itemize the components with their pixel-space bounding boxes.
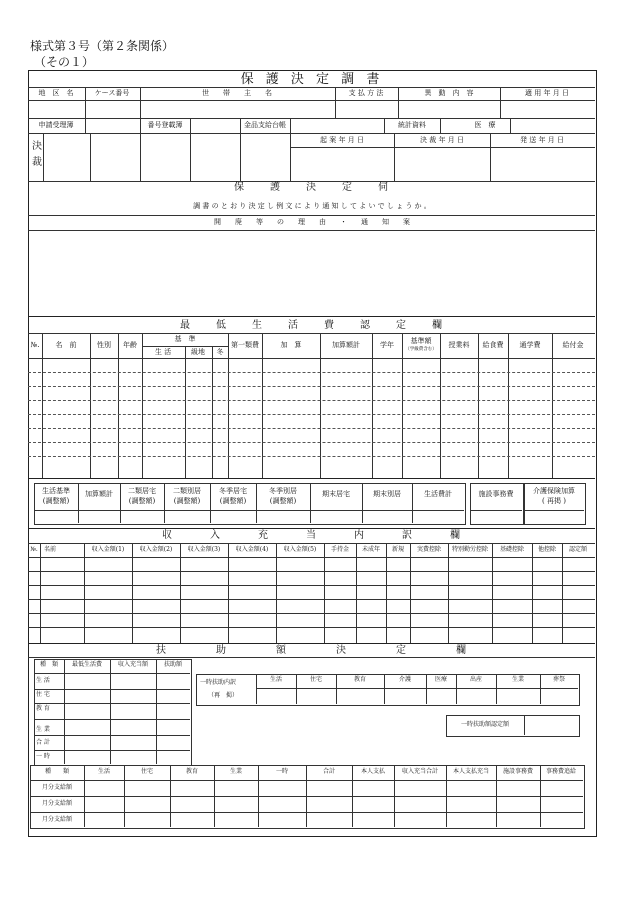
- col-kyushoku: 給食費: [482, 341, 504, 349]
- form-number: 様式第３号（第２条関係）: [30, 39, 175, 53]
- monthly-col-honnin: 本人支払: [360, 768, 386, 775]
- subtotal-nirui-bekkyo: 二類別居 (調整額): [173, 487, 201, 505]
- col-kijun: 基 準: [174, 335, 196, 343]
- col-name: 名 前: [55, 341, 77, 349]
- ichiji-col-sosai: 葬祭: [552, 676, 566, 683]
- col-kasan: 加 算: [280, 341, 302, 349]
- fujo-row-gokei: 合 計: [36, 739, 50, 746]
- income-col-name: 名前: [44, 546, 57, 553]
- subtotal-seikatsuhi-kei: 生活費計: [424, 490, 452, 498]
- form-title: 保 護 決 定 調 書: [240, 72, 384, 87]
- ichiji-col-iryo: 医療: [434, 676, 448, 683]
- header-payment-method: 支 払 方 法: [348, 89, 384, 97]
- monthly-col-shisetsu: 施設事務費: [502, 768, 534, 775]
- income-col-nintei: 認定額: [568, 546, 588, 553]
- ichiji-col-seikatsu: 生活: [269, 676, 283, 683]
- kettei-text: 調 書 の と お り 決 定 し 例 文 に よ り 通 知 し て よ い で し ょ う か 。: [193, 202, 431, 210]
- subtotal-kimatsu-kyotaku: 期末居宅: [322, 490, 350, 498]
- monthly-row-3: 月分支給額: [41, 816, 73, 823]
- monthly-col-jutaku: 住宅: [140, 768, 154, 775]
- ichiji-col-seigyo: 生業: [511, 676, 525, 683]
- col-no: №.: [30, 341, 40, 349]
- subtotal-toki-kyotaku: 冬季居宅 (調整額): [219, 487, 247, 505]
- fujo-col-income: 収入充当額: [117, 661, 149, 668]
- fujo-row-kyoiku: 教 育: [36, 705, 50, 712]
- header-case-number: ケース番号: [94, 89, 130, 97]
- income-col-temochi: 手持金: [330, 546, 350, 553]
- kettei-title: 保 護 決 定 伺: [234, 182, 390, 193]
- header-apply-date: 適 用 年 月 日: [525, 89, 569, 97]
- min-cost-title: 最 低 生 活 費 認 定 欄: [180, 320, 444, 331]
- monthly-col-honnin-juto: 本人支払充当: [452, 768, 490, 775]
- header-district: 地 区 名: [38, 89, 74, 97]
- label-medical: 医 療: [474, 121, 496, 129]
- income-title: 収 入 充 当 内 訳 欄: [162, 530, 462, 541]
- fujo-row-seikatsu: 生 活: [36, 677, 50, 684]
- income-col-3: 収入金額(3): [187, 546, 221, 553]
- subtotal-toki-bekkyo: 冬季別居 (調整額): [269, 487, 297, 505]
- income-col-1: 収入金額(1): [91, 546, 125, 553]
- header-approval-date: 決 裁 年 月 日: [420, 136, 464, 144]
- income-col-5: 収入金額(5): [283, 546, 317, 553]
- income-col-tokubetsu: 特別勤労控除: [451, 546, 489, 553]
- monthly-col-juto-gokei: 収入充当合計: [401, 768, 439, 775]
- label-decision-2: 裁: [32, 157, 42, 168]
- fujo-col-min: 最低生活費: [71, 661, 103, 668]
- label-statistics: 統計資料: [398, 121, 426, 129]
- ichiji-col-shussan: 出産: [469, 676, 483, 683]
- income-col-no: №.: [30, 546, 38, 553]
- col-sex: 性別: [97, 341, 111, 349]
- col-kijungaku-sub: （学級費含む）: [405, 347, 437, 352]
- fujo-col-amount: 扶助額: [163, 661, 183, 668]
- ichiji-col-jutaku: 住宅: [309, 676, 323, 683]
- income-col-miseinen: 未成年: [361, 546, 381, 553]
- income-col-ta: 他控除: [537, 546, 557, 553]
- label-application-register: 申請受理簿: [38, 121, 74, 129]
- subtotal-seikatsu-kijun: 生活基準 (調整額): [42, 487, 70, 505]
- monthly-col-seigyo: 生業: [229, 768, 243, 775]
- monthly-col-kind: 種 類: [44, 768, 70, 775]
- col-kyuchi: 級地: [191, 348, 205, 356]
- label-payment-ledger: 金品支給台帳: [244, 121, 286, 129]
- header-householder: 世 帯 主 名: [202, 89, 272, 97]
- ichiji-sub: （再 掲）: [208, 692, 239, 699]
- label-number-register: 番号登載簿: [147, 121, 183, 129]
- ichiji-col-kyoiku: 教育: [353, 676, 367, 683]
- monthly-table: [30, 765, 585, 829]
- fujo-col-kind: 種 類: [39, 661, 59, 668]
- subtotal-kimatsu-bekkyo: 期末別居: [373, 490, 401, 498]
- col-age: 年齢: [123, 341, 137, 349]
- monthly-col-seikatsu: 生活: [97, 768, 111, 775]
- monthly-col-kyoiku: 教育: [185, 768, 199, 775]
- col-seikatsu: 生 活: [154, 348, 172, 356]
- col-kyufukin: 給付金: [562, 341, 584, 349]
- fujo-row-jutaku: 住 宅: [36, 691, 50, 698]
- monthly-col-tsuikyu: 事務費追給: [545, 768, 577, 775]
- fujo-row-ichiji: 一 時: [36, 753, 50, 760]
- income-col-kiso: 基礎控除: [499, 546, 525, 553]
- col-kijungaku: 基準額: [410, 337, 432, 345]
- form-sub-number: （その１）: [34, 55, 95, 69]
- income-col-shinki: 新規: [391, 546, 405, 553]
- income-col-4: 収入金額(4): [235, 546, 269, 553]
- ichiji-total-label: 一時扶助額認定額: [460, 721, 510, 728]
- reason-title: 開 廃 等 の 理 由 ・ 通 知 案: [214, 218, 410, 226]
- fujo-row-seigyo: 生 業: [36, 726, 50, 733]
- ichiji-label: 一時扶助内訳: [200, 679, 237, 686]
- col-jugyo: 授業料: [448, 341, 470, 349]
- monthly-row-1: 月分支給額: [41, 784, 73, 791]
- ichiji-col-kaigo: 介護: [398, 676, 412, 683]
- col-kasangaku: 加算額計: [332, 341, 360, 349]
- header-draft-date: 起 案 年 月 日: [320, 136, 364, 144]
- monthly-row-2: 月分支給額: [41, 800, 73, 807]
- header-change: 異 動 内 容: [424, 89, 474, 97]
- subtotal-kasangaku: 加算額計: [85, 490, 113, 498]
- income-col-2: 収入金額(2): [139, 546, 173, 553]
- subtotal-shisetsu: 施設事務費: [478, 490, 514, 498]
- subtotal-nirui-kyotaku: 二類居宅 (調整額): [128, 487, 156, 505]
- label-decision-1: 決: [32, 141, 42, 152]
- subtotal-kaigo: 介護保険加算 ( 再掲 ): [533, 487, 575, 505]
- col-gakunen: 学年: [380, 341, 394, 349]
- fujo-title: 扶 助 額 決 定 欄: [156, 645, 468, 656]
- monthly-col-gokei: 合計: [322, 768, 336, 775]
- header-send-date: 発 送 年 月 日: [520, 136, 564, 144]
- col-tsugaku: 通学費: [519, 341, 541, 349]
- col-dai1: 第一類費: [231, 341, 259, 349]
- income-col-jippi: 実費控除: [416, 546, 442, 553]
- col-fuyu: 冬: [216, 348, 224, 356]
- monthly-col-ichiji: 一時: [275, 768, 289, 775]
